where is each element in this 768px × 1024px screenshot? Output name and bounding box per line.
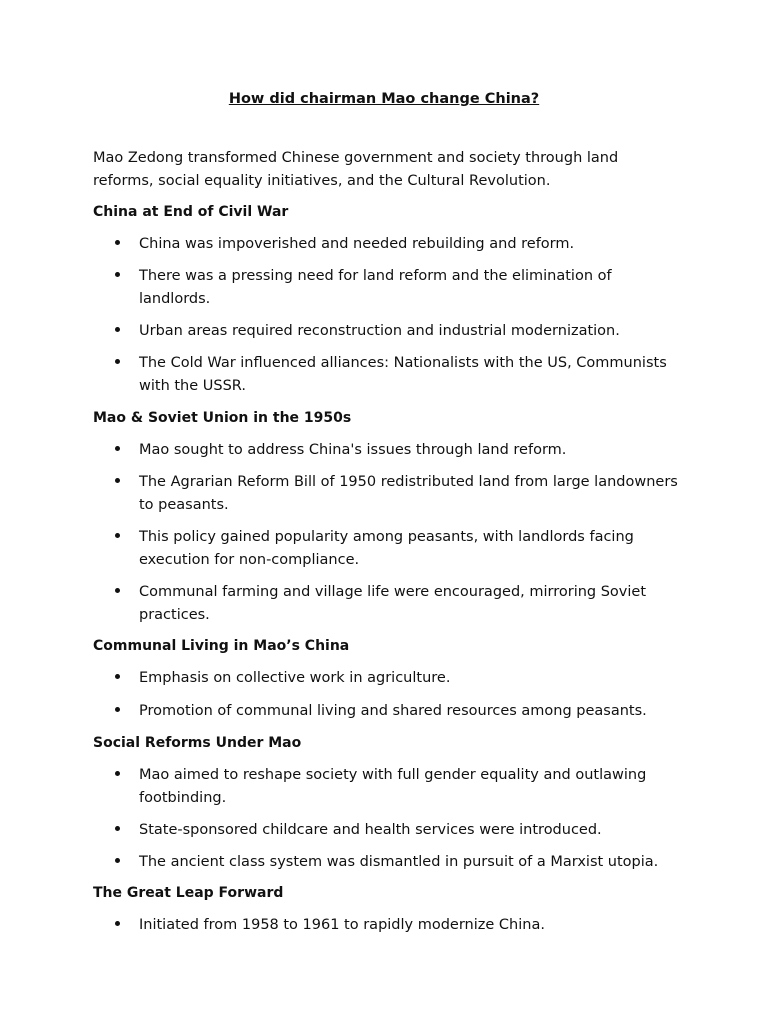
list-item-text: Mao aimed to reshape society with full gender equality and outlawing footbinding.	[139, 767, 647, 806]
section-heading: China at End of Civil War	[93, 204, 289, 220]
bullet-icon	[115, 588, 120, 593]
bullet-icon	[115, 771, 120, 776]
bullet-icon	[115, 858, 120, 863]
intro-paragraph: Mao Zedong transformed Chinese government and society through land reforms, social equality initiatives, and the Cultural Revolution.	[93, 150, 619, 189]
list-item-text: Promotion of communal living and shared resources among peasants.	[139, 703, 647, 719]
bullet-icon	[115, 674, 120, 679]
section-heading: Communal Living in Mao’s China	[93, 638, 350, 654]
list-item-text: This policy gained popularity among peasants, with landlords facing execution for non-compliance.	[139, 529, 634, 568]
bullet-icon	[115, 533, 120, 538]
section-heading: Social Reforms Under Mao	[93, 735, 302, 751]
list-item-text: Mao sought to address China's issues through land reform.	[139, 442, 567, 458]
list-item-text: Communal farming and village life were encouraged, mirroring Soviet practices.	[139, 584, 647, 623]
list-item-text: There was a pressing need for land reform and the elimination of landlords.	[139, 268, 612, 307]
list-item-text: The Cold War influenced alliances: Nationalists with the US, Communists with the USSR.	[139, 355, 667, 394]
bullet-icon	[115, 272, 120, 277]
section-heading: The Great Leap Forward	[93, 885, 284, 901]
bullet-icon	[115, 707, 120, 712]
bullet-icon	[115, 359, 120, 364]
list-item-text: Initiated from 1958 to 1961 to rapidly modernize China.	[139, 917, 545, 933]
bullet-icon	[115, 921, 120, 926]
bullet-icon	[115, 478, 120, 483]
bullet-icon	[115, 240, 120, 245]
list-item-text: Emphasis on collective work in agriculture.	[139, 670, 451, 686]
bullet-icon	[115, 446, 120, 451]
section-heading: Mao & Soviet Union in the 1950s	[93, 410, 352, 426]
list-item-text: China was impoverished and needed rebuilding and reform.	[139, 236, 575, 252]
bullet-icon	[115, 826, 120, 831]
bullet-icon	[115, 327, 120, 332]
list-item-text: Urban areas required reconstruction and industrial modernization.	[139, 323, 620, 339]
page-title: How did chairman Mao change China?	[228, 91, 540, 107]
list-item-text: The ancient class system was dismantled in pursuit of a Marxist utopia.	[139, 854, 659, 870]
list-item-text: State-sponsored childcare and health services were introduced.	[139, 822, 602, 838]
list-item-text: The Agrarian Reform Bill of 1950 redistributed land from large landowners to peasants.	[139, 474, 678, 513]
